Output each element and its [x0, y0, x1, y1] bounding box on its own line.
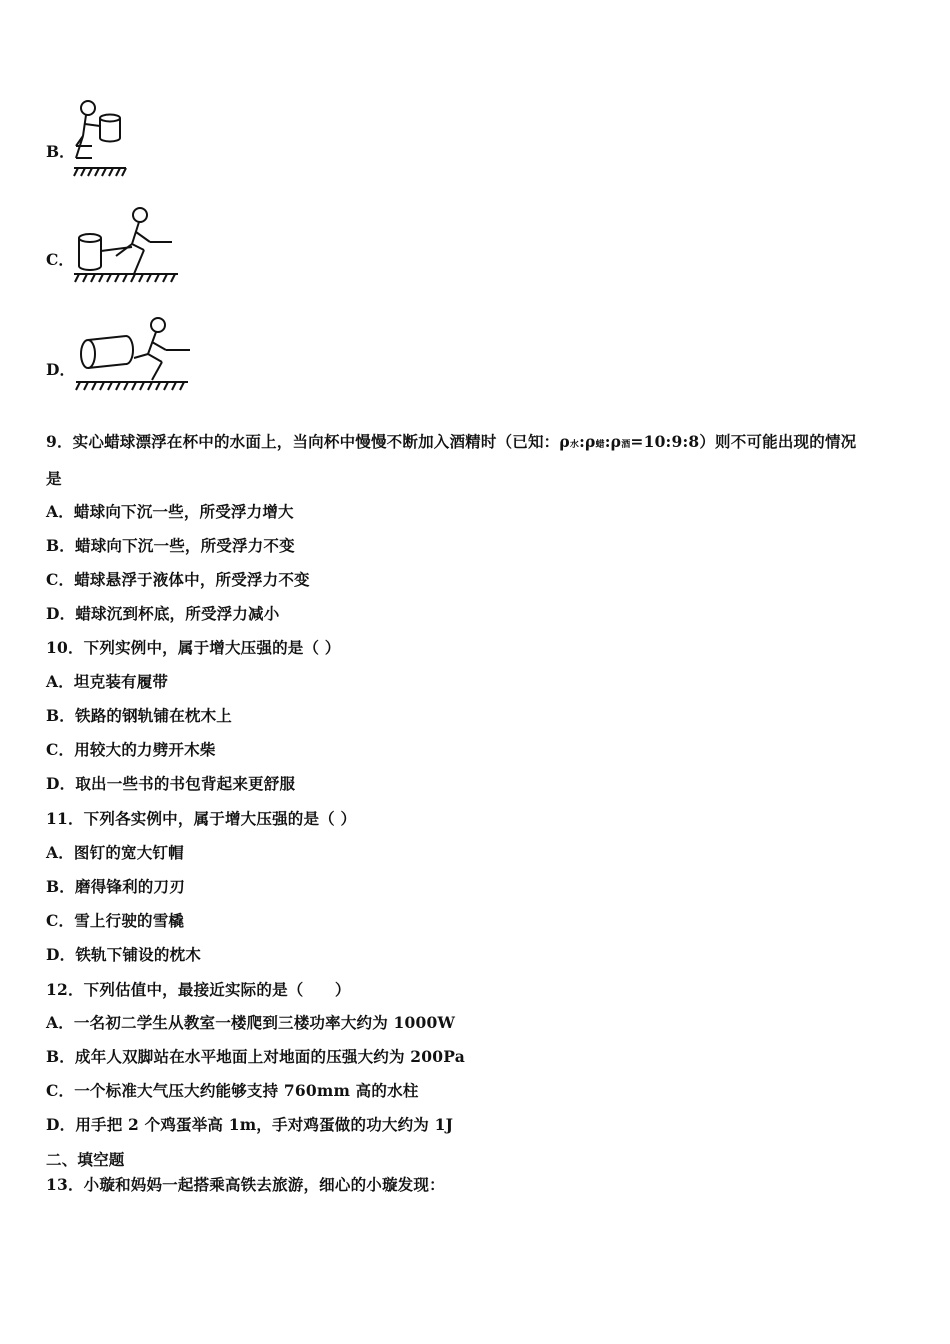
q9-ratio-sep-1: :ρ	[579, 432, 596, 451]
option-b-label: B．	[46, 142, 75, 161]
q12-option-a: A．一名初二学生从教室一楼爬到三楼功率大约为 1000W	[46, 1013, 456, 1032]
q10-option-a: A．坦克装有履带	[46, 672, 169, 691]
q9-option-d: D．蜡球沉到杯底，所受浮力减小	[46, 604, 280, 623]
q12-option-c: C．一个标准大气压大约能够支持 760mm 高的水柱	[46, 1081, 419, 1100]
q10-option-b: B．铁路的钢轨铺在枕木上	[46, 706, 233, 725]
figure-person-rolling-cylinder	[70, 312, 196, 396]
q12-stem: 12．下列估值中，最接近实际的是（ ）	[46, 980, 351, 999]
q9-option-a: A．蜡球向下沉一些，所受浮力增大	[46, 502, 294, 521]
q11-option-a: A．图钉的宽大钉帽	[46, 843, 184, 862]
q9-option-b: B．蜡球向下沉一些，所受浮力不变	[46, 536, 295, 555]
figure-person-pushing-cylinder	[70, 204, 182, 288]
option-d-label: D．	[46, 360, 75, 379]
q12-option-d: D．用手把 2 个鸡蛋举高 1m，手对鸡蛋做的功大约为 1J	[46, 1115, 454, 1134]
section-title-fill-in: 二、填空题	[46, 1150, 125, 1169]
q9-stem-line2: 是	[46, 469, 62, 488]
q10-option-d: D．取出一些书的书包背起来更舒服	[46, 774, 296, 793]
subscript-water: 水	[569, 440, 580, 450]
q10-option-c: C．用较大的力劈开木柴	[46, 740, 216, 759]
q9-ratio-sep-2: :ρ	[604, 432, 622, 451]
q12-option-b: B．成年人双脚站在水平地面上对地面的压强大约为 200Pa	[46, 1047, 465, 1066]
figure-person-holding-cylinder	[70, 98, 132, 180]
q13-stem: 13．小璇和妈妈一起搭乘高铁去旅游，细心的小璇发现：	[46, 1175, 445, 1194]
q9-stem-line1	[46, 430, 856, 452]
q9-stem-part-a: 9．实心蜡球漂浮在杯中的水面上，当向杯中慢慢不断加入酒精时（已知：ρ	[46, 432, 570, 451]
q9-option-c: C．蜡球悬浮于液体中，所受浮力不变	[46, 570, 310, 589]
q10-stem: 10．下列实例中，属于增大压强的是（ ）	[46, 638, 341, 657]
q11-option-d: D．铁轨下铺设的枕木	[46, 945, 201, 964]
subscript-wax: 蜡	[595, 440, 605, 450]
q11-option-c: C．雪上行驶的雪橇	[46, 911, 185, 930]
option-c-label: C．	[46, 250, 74, 269]
q11-stem: 11．下列各实例中，属于增大压强的是（ ）	[46, 809, 357, 828]
q9-stem-part-b: =10:9:8）则不可能出现的情况	[630, 432, 857, 451]
subscript-alcohol: 酒	[621, 440, 631, 450]
q11-option-b: B．磨得锋利的刀刃	[46, 877, 185, 896]
